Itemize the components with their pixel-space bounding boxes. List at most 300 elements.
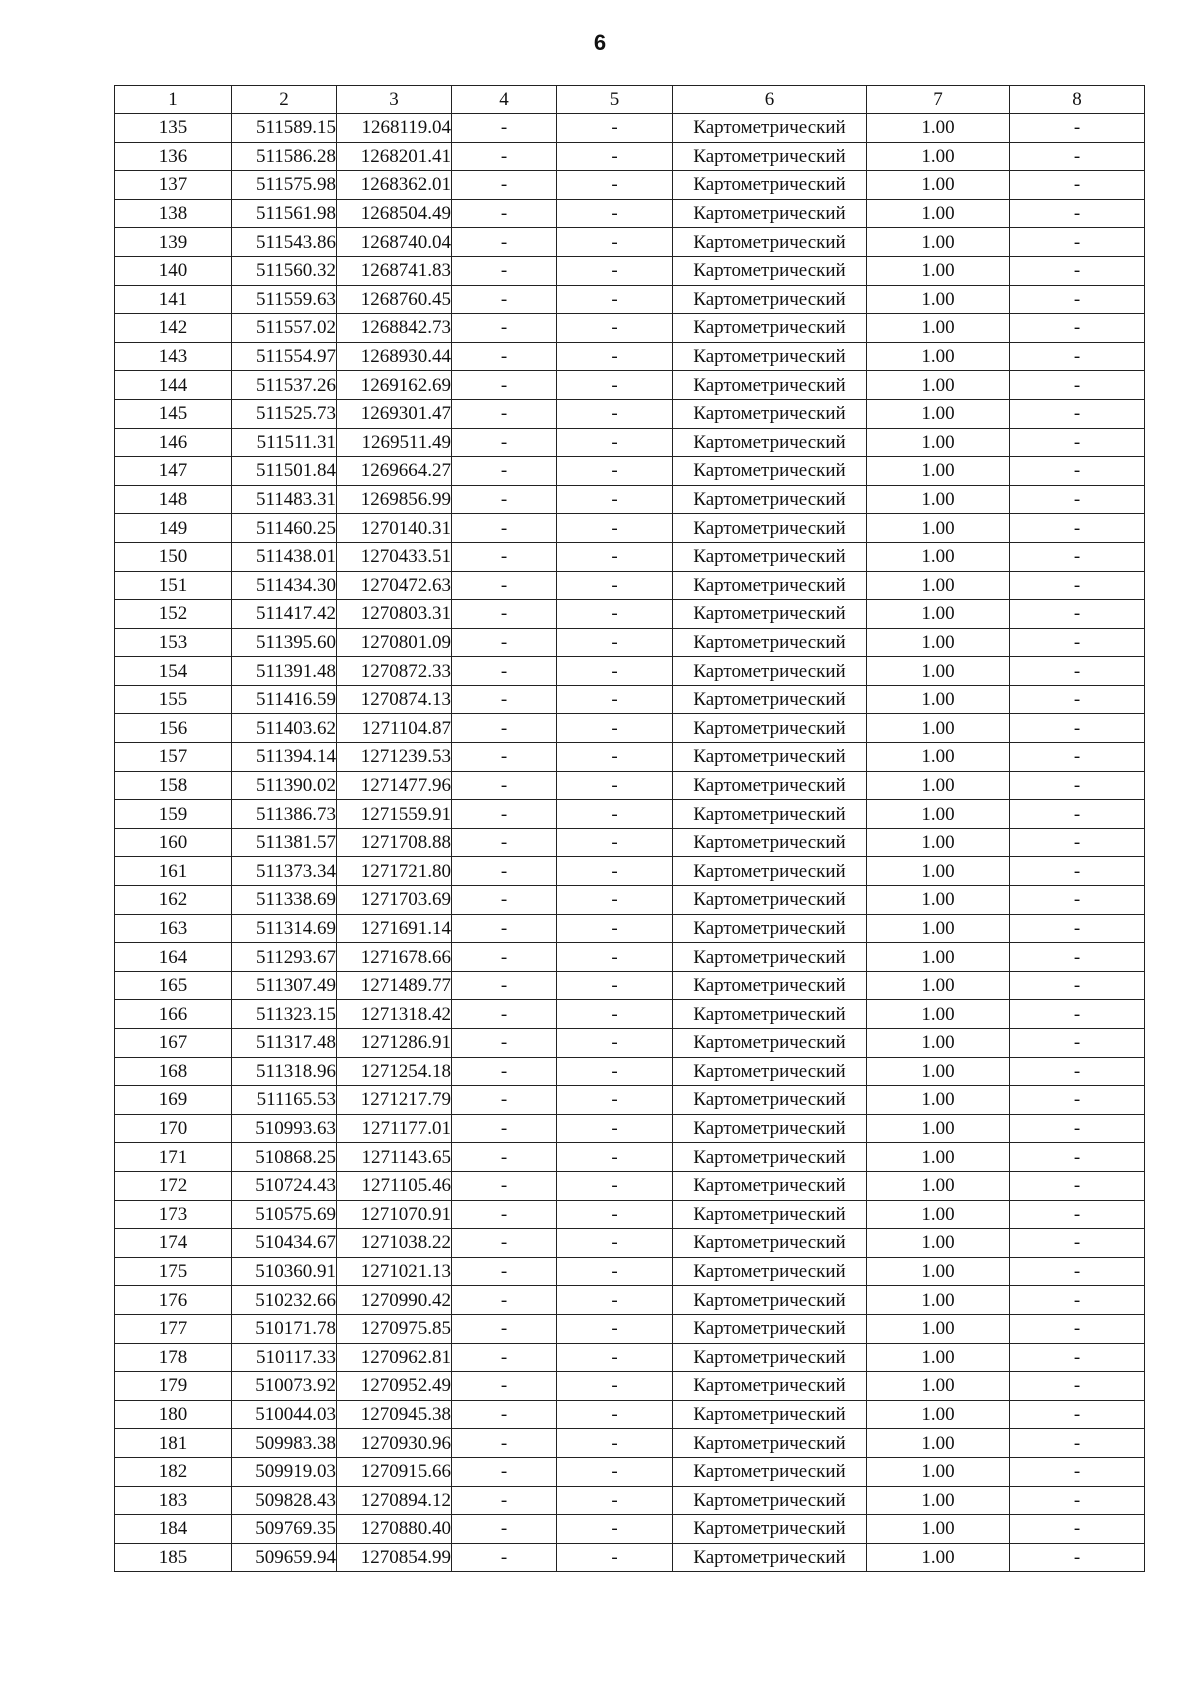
accuracy-cell: 1.00 bbox=[867, 1429, 1010, 1458]
x-coordinate-cell: 511338.69 bbox=[232, 886, 337, 915]
y-coordinate-cell: 1270962.81 bbox=[337, 1343, 452, 1372]
table-header-row bbox=[115, 86, 1145, 114]
accuracy-cell: 1.00 bbox=[867, 1171, 1010, 1200]
method-cell: Картометрический bbox=[673, 914, 867, 943]
y-coordinate-cell: 1268741.83 bbox=[337, 256, 452, 285]
table-row bbox=[115, 743, 1145, 772]
column-8-cell: - bbox=[1010, 1515, 1145, 1544]
table-row bbox=[115, 199, 1145, 228]
accuracy-cell: 1.00 bbox=[867, 1486, 1010, 1515]
method-cell: Картометрический bbox=[673, 600, 867, 629]
column-4-cell: - bbox=[452, 743, 557, 772]
point-number-cell: 167 bbox=[115, 1029, 232, 1058]
accuracy-cell: 1.00 bbox=[867, 514, 1010, 543]
y-coordinate-cell: 1269301.47 bbox=[337, 399, 452, 428]
x-coordinate-cell: 511525.73 bbox=[232, 399, 337, 428]
y-coordinate-cell: 1271559.91 bbox=[337, 800, 452, 829]
column-8-cell: - bbox=[1010, 1143, 1145, 1172]
table-row bbox=[115, 1286, 1145, 1315]
accuracy-cell: 1.00 bbox=[867, 600, 1010, 629]
column-8-cell: - bbox=[1010, 314, 1145, 343]
x-coordinate-cell: 511373.34 bbox=[232, 857, 337, 886]
method-cell: Картометрический bbox=[673, 1429, 867, 1458]
column-5-cell: - bbox=[557, 886, 673, 915]
accuracy-cell: 1.00 bbox=[867, 771, 1010, 800]
point-number-cell: 178 bbox=[115, 1343, 232, 1372]
point-number-cell: 140 bbox=[115, 256, 232, 285]
table-row bbox=[115, 371, 1145, 400]
column-8-cell: - bbox=[1010, 1200, 1145, 1229]
column-5-cell: - bbox=[557, 1086, 673, 1115]
table-row bbox=[115, 314, 1145, 343]
x-coordinate-cell: 511391.48 bbox=[232, 657, 337, 686]
y-coordinate-cell: 1270801.09 bbox=[337, 628, 452, 657]
table-row bbox=[115, 1000, 1145, 1029]
table-row bbox=[115, 1171, 1145, 1200]
table-row bbox=[115, 1086, 1145, 1115]
column-4-cell: - bbox=[452, 1029, 557, 1058]
accuracy-cell: 1.00 bbox=[867, 1200, 1010, 1229]
y-coordinate-cell: 1268201.41 bbox=[337, 142, 452, 171]
method-cell: Картометрический bbox=[673, 199, 867, 228]
point-number-cell: 184 bbox=[115, 1515, 232, 1544]
x-coordinate-cell: 511543.86 bbox=[232, 228, 337, 257]
accuracy-cell: 1.00 bbox=[867, 857, 1010, 886]
table-row bbox=[115, 1114, 1145, 1143]
column-8-cell: - bbox=[1010, 342, 1145, 371]
column-8-cell: - bbox=[1010, 800, 1145, 829]
column-8-cell: - bbox=[1010, 1400, 1145, 1429]
accuracy-cell: 1.00 bbox=[867, 199, 1010, 228]
method-cell: Картометрический bbox=[673, 314, 867, 343]
table-row bbox=[115, 685, 1145, 714]
column-4-cell: - bbox=[452, 1400, 557, 1429]
column-5-cell: - bbox=[557, 1029, 673, 1058]
method-cell: Картометрический bbox=[673, 743, 867, 772]
point-number-cell: 170 bbox=[115, 1114, 232, 1143]
point-number-cell: 151 bbox=[115, 571, 232, 600]
point-number-cell: 150 bbox=[115, 542, 232, 571]
column-5-cell: - bbox=[557, 714, 673, 743]
column-8-cell: - bbox=[1010, 628, 1145, 657]
accuracy-cell: 1.00 bbox=[867, 1086, 1010, 1115]
method-cell: Картометрический bbox=[673, 1543, 867, 1572]
column-4-cell: - bbox=[452, 428, 557, 457]
accuracy-cell: 1.00 bbox=[867, 399, 1010, 428]
accuracy-cell: 1.00 bbox=[867, 1515, 1010, 1544]
x-coordinate-cell: 511293.67 bbox=[232, 943, 337, 972]
point-number-cell: 138 bbox=[115, 199, 232, 228]
point-number-cell: 149 bbox=[115, 514, 232, 543]
column-5-cell: - bbox=[557, 399, 673, 428]
x-coordinate-cell: 511307.49 bbox=[232, 971, 337, 1000]
y-coordinate-cell: 1271721.80 bbox=[337, 857, 452, 886]
x-coordinate-cell: 510434.67 bbox=[232, 1229, 337, 1258]
column-5-cell: - bbox=[557, 1257, 673, 1286]
column-5-cell: - bbox=[557, 943, 673, 972]
accuracy-cell: 1.00 bbox=[867, 1143, 1010, 1172]
point-number-cell: 180 bbox=[115, 1400, 232, 1429]
column-4-cell: - bbox=[452, 1457, 557, 1486]
column-5-cell: - bbox=[557, 800, 673, 829]
accuracy-cell: 1.00 bbox=[867, 142, 1010, 171]
table-row bbox=[115, 714, 1145, 743]
accuracy-cell: 1.00 bbox=[867, 1457, 1010, 1486]
y-coordinate-cell: 1271177.01 bbox=[337, 1114, 452, 1143]
point-number-cell: 163 bbox=[115, 914, 232, 943]
column-8-cell: - bbox=[1010, 1286, 1145, 1315]
accuracy-cell: 1.00 bbox=[867, 485, 1010, 514]
accuracy-cell: 1.00 bbox=[867, 1029, 1010, 1058]
point-number-cell: 179 bbox=[115, 1372, 232, 1401]
method-cell: Картометрический bbox=[673, 485, 867, 514]
column-4-cell: - bbox=[452, 1200, 557, 1229]
column-8-cell: - bbox=[1010, 199, 1145, 228]
column-8-cell: - bbox=[1010, 657, 1145, 686]
column-5-cell: - bbox=[557, 228, 673, 257]
column-4-cell: - bbox=[452, 371, 557, 400]
method-cell: Картометрический bbox=[673, 428, 867, 457]
coordinates-table bbox=[114, 85, 1145, 1572]
column-4-cell: - bbox=[452, 1486, 557, 1515]
table-row bbox=[115, 256, 1145, 285]
accuracy-cell: 1.00 bbox=[867, 828, 1010, 857]
table-row bbox=[115, 542, 1145, 571]
y-coordinate-cell: 1271038.22 bbox=[337, 1229, 452, 1258]
column-4-cell: - bbox=[452, 800, 557, 829]
point-number-cell: 155 bbox=[115, 685, 232, 714]
table-row bbox=[115, 342, 1145, 371]
column-8-cell: - bbox=[1010, 114, 1145, 143]
x-coordinate-cell: 510117.33 bbox=[232, 1343, 337, 1372]
column-5-cell: - bbox=[557, 1343, 673, 1372]
table-row bbox=[115, 771, 1145, 800]
method-cell: Картометрический bbox=[673, 1400, 867, 1429]
y-coordinate-cell: 1268119.04 bbox=[337, 114, 452, 143]
x-coordinate-cell: 509983.38 bbox=[232, 1429, 337, 1458]
point-number-cell: 162 bbox=[115, 886, 232, 915]
column-8-cell: - bbox=[1010, 971, 1145, 1000]
x-coordinate-cell: 511560.32 bbox=[232, 256, 337, 285]
x-coordinate-cell: 511537.26 bbox=[232, 371, 337, 400]
column-5-cell: - bbox=[557, 571, 673, 600]
point-number-cell: 166 bbox=[115, 1000, 232, 1029]
column-8-cell: - bbox=[1010, 571, 1145, 600]
method-cell: Картометрический bbox=[673, 1486, 867, 1515]
column-4-cell: - bbox=[452, 485, 557, 514]
x-coordinate-cell: 509919.03 bbox=[232, 1457, 337, 1486]
table-row bbox=[115, 1543, 1145, 1572]
method-cell: Картометрический bbox=[673, 971, 867, 1000]
column-5-cell: - bbox=[557, 1372, 673, 1401]
point-number-cell: 172 bbox=[115, 1171, 232, 1200]
method-cell: Картометрический bbox=[673, 514, 867, 543]
accuracy-cell: 1.00 bbox=[867, 114, 1010, 143]
table-row bbox=[115, 1486, 1145, 1515]
column-4-cell: - bbox=[452, 542, 557, 571]
point-number-cell: 142 bbox=[115, 314, 232, 343]
x-coordinate-cell: 511416.59 bbox=[232, 685, 337, 714]
table-row bbox=[115, 142, 1145, 171]
method-cell: Картометрический bbox=[673, 1000, 867, 1029]
column-8-cell: - bbox=[1010, 1343, 1145, 1372]
table-body bbox=[115, 114, 1145, 1572]
method-cell: Картометрический bbox=[673, 628, 867, 657]
table-row bbox=[115, 1200, 1145, 1229]
table-row bbox=[115, 1257, 1145, 1286]
y-coordinate-cell: 1271286.91 bbox=[337, 1029, 452, 1058]
x-coordinate-cell: 510868.25 bbox=[232, 1143, 337, 1172]
y-coordinate-cell: 1271254.18 bbox=[337, 1057, 452, 1086]
x-coordinate-cell: 511434.30 bbox=[232, 571, 337, 600]
column-8-cell: - bbox=[1010, 1257, 1145, 1286]
y-coordinate-cell: 1268842.73 bbox=[337, 314, 452, 343]
column-5-cell: - bbox=[557, 342, 673, 371]
method-cell: Картометрический bbox=[673, 1171, 867, 1200]
column-5-cell: - bbox=[557, 771, 673, 800]
table-row bbox=[115, 857, 1145, 886]
column-5-cell: - bbox=[557, 914, 673, 943]
y-coordinate-cell: 1270872.33 bbox=[337, 657, 452, 686]
x-coordinate-cell: 511586.28 bbox=[232, 142, 337, 171]
column-4-cell: - bbox=[452, 1000, 557, 1029]
accuracy-cell: 1.00 bbox=[867, 800, 1010, 829]
accuracy-cell: 1.00 bbox=[867, 457, 1010, 486]
column-8-cell: - bbox=[1010, 771, 1145, 800]
column-8-cell: - bbox=[1010, 1171, 1145, 1200]
column-4-cell: - bbox=[452, 886, 557, 915]
column-4-cell: - bbox=[452, 1114, 557, 1143]
column-8-cell: - bbox=[1010, 457, 1145, 486]
column-8-cell: - bbox=[1010, 171, 1145, 200]
column-4-cell: - bbox=[452, 314, 557, 343]
column-4-cell: - bbox=[452, 457, 557, 486]
x-coordinate-cell: 511394.14 bbox=[232, 743, 337, 772]
column-8-cell: - bbox=[1010, 828, 1145, 857]
x-coordinate-cell: 511501.84 bbox=[232, 457, 337, 486]
column-5-cell: - bbox=[557, 1200, 673, 1229]
method-cell: Картометрический bbox=[673, 457, 867, 486]
column-5-cell: - bbox=[557, 1057, 673, 1086]
method-cell: Картометрический bbox=[673, 399, 867, 428]
column-8-cell: - bbox=[1010, 1486, 1145, 1515]
column-4-cell: - bbox=[452, 1143, 557, 1172]
x-coordinate-cell: 510993.63 bbox=[232, 1114, 337, 1143]
column-8-cell: - bbox=[1010, 1429, 1145, 1458]
column-header: 2 bbox=[232, 86, 337, 114]
y-coordinate-cell: 1270433.51 bbox=[337, 542, 452, 571]
x-coordinate-cell: 511165.53 bbox=[232, 1086, 337, 1115]
column-header: 4 bbox=[452, 86, 557, 114]
column-5-cell: - bbox=[557, 142, 673, 171]
column-5-cell: - bbox=[557, 485, 673, 514]
column-4-cell: - bbox=[452, 914, 557, 943]
column-header: 7 bbox=[867, 86, 1010, 114]
column-8-cell: - bbox=[1010, 285, 1145, 314]
column-5-cell: - bbox=[557, 1400, 673, 1429]
column-4-cell: - bbox=[452, 199, 557, 228]
method-cell: Картометрический bbox=[673, 857, 867, 886]
method-cell: Картометрический bbox=[673, 371, 867, 400]
column-8-cell: - bbox=[1010, 685, 1145, 714]
y-coordinate-cell: 1270915.66 bbox=[337, 1457, 452, 1486]
column-8-cell: - bbox=[1010, 428, 1145, 457]
y-coordinate-cell: 1269664.27 bbox=[337, 457, 452, 486]
y-coordinate-cell: 1268930.44 bbox=[337, 342, 452, 371]
column-4-cell: - bbox=[452, 1257, 557, 1286]
column-8-cell: - bbox=[1010, 1314, 1145, 1343]
column-8-cell: - bbox=[1010, 1372, 1145, 1401]
method-cell: Картометрический bbox=[673, 1457, 867, 1486]
table-row bbox=[115, 571, 1145, 600]
table-row bbox=[115, 628, 1145, 657]
x-coordinate-cell: 511317.48 bbox=[232, 1029, 337, 1058]
column-5-cell: - bbox=[557, 1515, 673, 1544]
table-row bbox=[115, 171, 1145, 200]
column-4-cell: - bbox=[452, 1543, 557, 1572]
method-cell: Картометрический bbox=[673, 771, 867, 800]
accuracy-cell: 1.00 bbox=[867, 1114, 1010, 1143]
table-row bbox=[115, 399, 1145, 428]
x-coordinate-cell: 511381.57 bbox=[232, 828, 337, 857]
x-coordinate-cell: 511589.15 bbox=[232, 114, 337, 143]
column-8-cell: - bbox=[1010, 256, 1145, 285]
x-coordinate-cell: 511403.62 bbox=[232, 714, 337, 743]
column-4-cell: - bbox=[452, 142, 557, 171]
column-5-cell: - bbox=[557, 314, 673, 343]
column-5-cell: - bbox=[557, 1543, 673, 1572]
table-row bbox=[115, 457, 1145, 486]
x-coordinate-cell: 510171.78 bbox=[232, 1314, 337, 1343]
accuracy-cell: 1.00 bbox=[867, 1372, 1010, 1401]
x-coordinate-cell: 511460.25 bbox=[232, 514, 337, 543]
column-4-cell: - bbox=[452, 514, 557, 543]
method-cell: Картометрический bbox=[673, 1343, 867, 1372]
column-5-cell: - bbox=[557, 1000, 673, 1029]
column-5-cell: - bbox=[557, 199, 673, 228]
accuracy-cell: 1.00 bbox=[867, 971, 1010, 1000]
column-8-cell: - bbox=[1010, 1000, 1145, 1029]
column-8-cell: - bbox=[1010, 1543, 1145, 1572]
column-5-cell: - bbox=[557, 171, 673, 200]
column-8-cell: - bbox=[1010, 1057, 1145, 1086]
column-5-cell: - bbox=[557, 457, 673, 486]
point-number-cell: 176 bbox=[115, 1286, 232, 1315]
y-coordinate-cell: 1270874.13 bbox=[337, 685, 452, 714]
table-row bbox=[115, 1343, 1145, 1372]
table-row bbox=[115, 600, 1145, 629]
method-cell: Картометрический bbox=[673, 1314, 867, 1343]
table-row bbox=[115, 1057, 1145, 1086]
point-number-cell: 161 bbox=[115, 857, 232, 886]
column-5-cell: - bbox=[557, 1486, 673, 1515]
method-cell: Картометрический bbox=[673, 1200, 867, 1229]
accuracy-cell: 1.00 bbox=[867, 171, 1010, 200]
point-number-cell: 148 bbox=[115, 485, 232, 514]
accuracy-cell: 1.00 bbox=[867, 1543, 1010, 1572]
accuracy-cell: 1.00 bbox=[867, 685, 1010, 714]
x-coordinate-cell: 511561.98 bbox=[232, 199, 337, 228]
y-coordinate-cell: 1271678.66 bbox=[337, 943, 452, 972]
column-5-cell: - bbox=[557, 514, 673, 543]
column-5-cell: - bbox=[557, 256, 673, 285]
accuracy-cell: 1.00 bbox=[867, 228, 1010, 257]
method-cell: Картометрический bbox=[673, 342, 867, 371]
accuracy-cell: 1.00 bbox=[867, 1286, 1010, 1315]
y-coordinate-cell: 1269162.69 bbox=[337, 371, 452, 400]
column-4-cell: - bbox=[452, 1286, 557, 1315]
accuracy-cell: 1.00 bbox=[867, 542, 1010, 571]
point-number-cell: 144 bbox=[115, 371, 232, 400]
column-4-cell: - bbox=[452, 628, 557, 657]
table-row bbox=[115, 285, 1145, 314]
column-8-cell: - bbox=[1010, 714, 1145, 743]
method-cell: Картометрический bbox=[673, 171, 867, 200]
table-row bbox=[115, 1029, 1145, 1058]
column-4-cell: - bbox=[452, 1057, 557, 1086]
column-5-cell: - bbox=[557, 1143, 673, 1172]
y-coordinate-cell: 1270854.99 bbox=[337, 1543, 452, 1572]
point-number-cell: 147 bbox=[115, 457, 232, 486]
point-number-cell: 145 bbox=[115, 399, 232, 428]
y-coordinate-cell: 1271708.88 bbox=[337, 828, 452, 857]
point-number-cell: 137 bbox=[115, 171, 232, 200]
accuracy-cell: 1.00 bbox=[867, 657, 1010, 686]
accuracy-cell: 1.00 bbox=[867, 256, 1010, 285]
table-row bbox=[115, 657, 1145, 686]
accuracy-cell: 1.00 bbox=[867, 371, 1010, 400]
table-row bbox=[115, 485, 1145, 514]
column-5-cell: - bbox=[557, 1171, 673, 1200]
table-row bbox=[115, 1314, 1145, 1343]
method-cell: Картометрический bbox=[673, 685, 867, 714]
point-number-cell: 143 bbox=[115, 342, 232, 371]
column-8-cell: - bbox=[1010, 399, 1145, 428]
y-coordinate-cell: 1268362.01 bbox=[337, 171, 452, 200]
method-cell: Картометрический bbox=[673, 714, 867, 743]
point-number-cell: 139 bbox=[115, 228, 232, 257]
table-row bbox=[115, 1515, 1145, 1544]
column-4-cell: - bbox=[452, 685, 557, 714]
point-number-cell: 183 bbox=[115, 1486, 232, 1515]
column-4-cell: - bbox=[452, 971, 557, 1000]
column-5-cell: - bbox=[557, 657, 673, 686]
column-header: 6 bbox=[673, 86, 867, 114]
table-row bbox=[115, 914, 1145, 943]
y-coordinate-cell: 1271070.91 bbox=[337, 1200, 452, 1229]
accuracy-cell: 1.00 bbox=[867, 1257, 1010, 1286]
y-coordinate-cell: 1271477.96 bbox=[337, 771, 452, 800]
column-4-cell: - bbox=[452, 171, 557, 200]
point-number-cell: 135 bbox=[115, 114, 232, 143]
column-4-cell: - bbox=[452, 571, 557, 600]
column-5-cell: - bbox=[557, 857, 673, 886]
point-number-cell: 154 bbox=[115, 657, 232, 686]
accuracy-cell: 1.00 bbox=[867, 743, 1010, 772]
y-coordinate-cell: 1271489.77 bbox=[337, 971, 452, 1000]
table-row bbox=[115, 1229, 1145, 1258]
table-row bbox=[115, 886, 1145, 915]
column-5-cell: - bbox=[557, 428, 673, 457]
point-number-cell: 175 bbox=[115, 1257, 232, 1286]
table-row bbox=[115, 1429, 1145, 1458]
column-8-cell: - bbox=[1010, 1086, 1145, 1115]
column-4-cell: - bbox=[452, 1372, 557, 1401]
column-4-cell: - bbox=[452, 1314, 557, 1343]
column-8-cell: - bbox=[1010, 514, 1145, 543]
column-5-cell: - bbox=[557, 1286, 673, 1315]
column-8-cell: - bbox=[1010, 371, 1145, 400]
